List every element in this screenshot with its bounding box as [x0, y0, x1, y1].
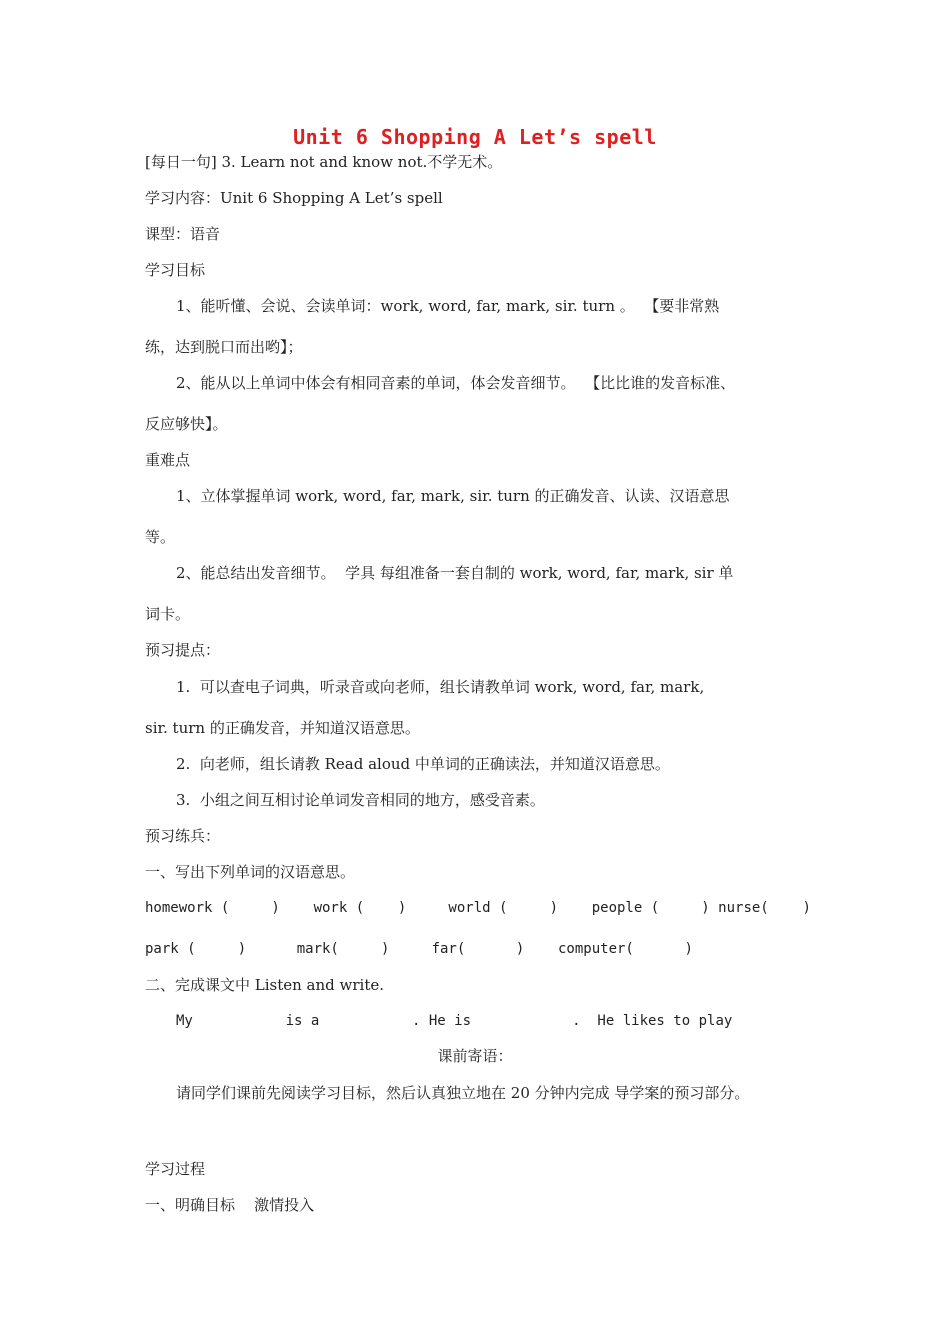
message-heading: 课前寄语：: [437, 1047, 513, 1065]
key-points-heading: 重难点: [145, 451, 191, 469]
preview-tips-heading: 预习提点：: [145, 641, 221, 659]
learning-content: 学习内容：Unit 6 Shopping A Let’s spell: [145, 189, 443, 207]
objective-2-line-1: 2、能从以上单词中体会有相同音素的单词，体会发音细节。 【比比谁的发音标准、: [176, 374, 736, 392]
key-point-2-line-1: 2、能总结出发音细节。 学具 每组准备一套自制的 work, word, far, mark, sir 单: [176, 564, 734, 582]
tip-2: 2. 向老师，组长请教 Read aloud 中单词的正确读法，并知道汉语意思。: [176, 755, 670, 773]
tip-3: 3. 小组之间互相讨论单词发音相同的地方，感受音素。: [176, 791, 545, 809]
words-row-1: homework ( ) work ( ) world ( ) people ( ) nurse( ): [145, 900, 811, 916]
daily-sentence: [每日一句] 3. Learn not and know not.不学无术。: [145, 153, 503, 171]
key-point-1-line-1: 1、立体掌握单词 work, word, far, mark, sir. turn 的正确发音、认读、汉语意思: [176, 487, 730, 505]
document-title: Unit 6 Shopping A Let’s spell: [293, 125, 657, 149]
message-body: 请同学们课前先阅读学习目标，然后认真独立地在 20 分钟内完成 导学案的预习部分。: [176, 1084, 750, 1102]
lesson-type: 课型：语音: [145, 225, 221, 243]
tip-1-line-2: sir. turn 的正确发音，并知道汉语意思。: [145, 719, 420, 737]
objective-1-line-2: 练，达到脱口而出哟】；: [145, 338, 303, 356]
key-point-1-line-2: 等。: [145, 528, 176, 546]
process-step-1: 一、明确目标 激情投入: [145, 1196, 315, 1214]
objectives-heading: 学习目标: [145, 261, 206, 279]
key-point-2-line-2: 词卡。: [145, 605, 191, 623]
exercise-1-heading: 一、写出下列单词的汉语意思。: [145, 863, 356, 881]
listen-write-sentence: My is a . He is . He likes to play: [176, 1013, 733, 1029]
process-heading: 学习过程: [145, 1160, 206, 1178]
practice-heading: 预习练兵：: [145, 827, 221, 845]
exercise-2-heading: 二、完成课文中 Listen and write.: [145, 976, 385, 994]
objective-1-line-1: 1、能听懂、会说、会读单词：work, word, far, mark, sir. turn 。 【要非常熟: [176, 297, 720, 315]
tip-1-line-1: 1. 可以查电子词典，听录音或向老师，组长请教单词 work, word, far, mark,: [176, 678, 705, 696]
words-row-2: park ( ) mark( ) far( ) computer( ): [145, 941, 693, 957]
objective-2-line-2: 反应够快】。: [145, 415, 228, 433]
